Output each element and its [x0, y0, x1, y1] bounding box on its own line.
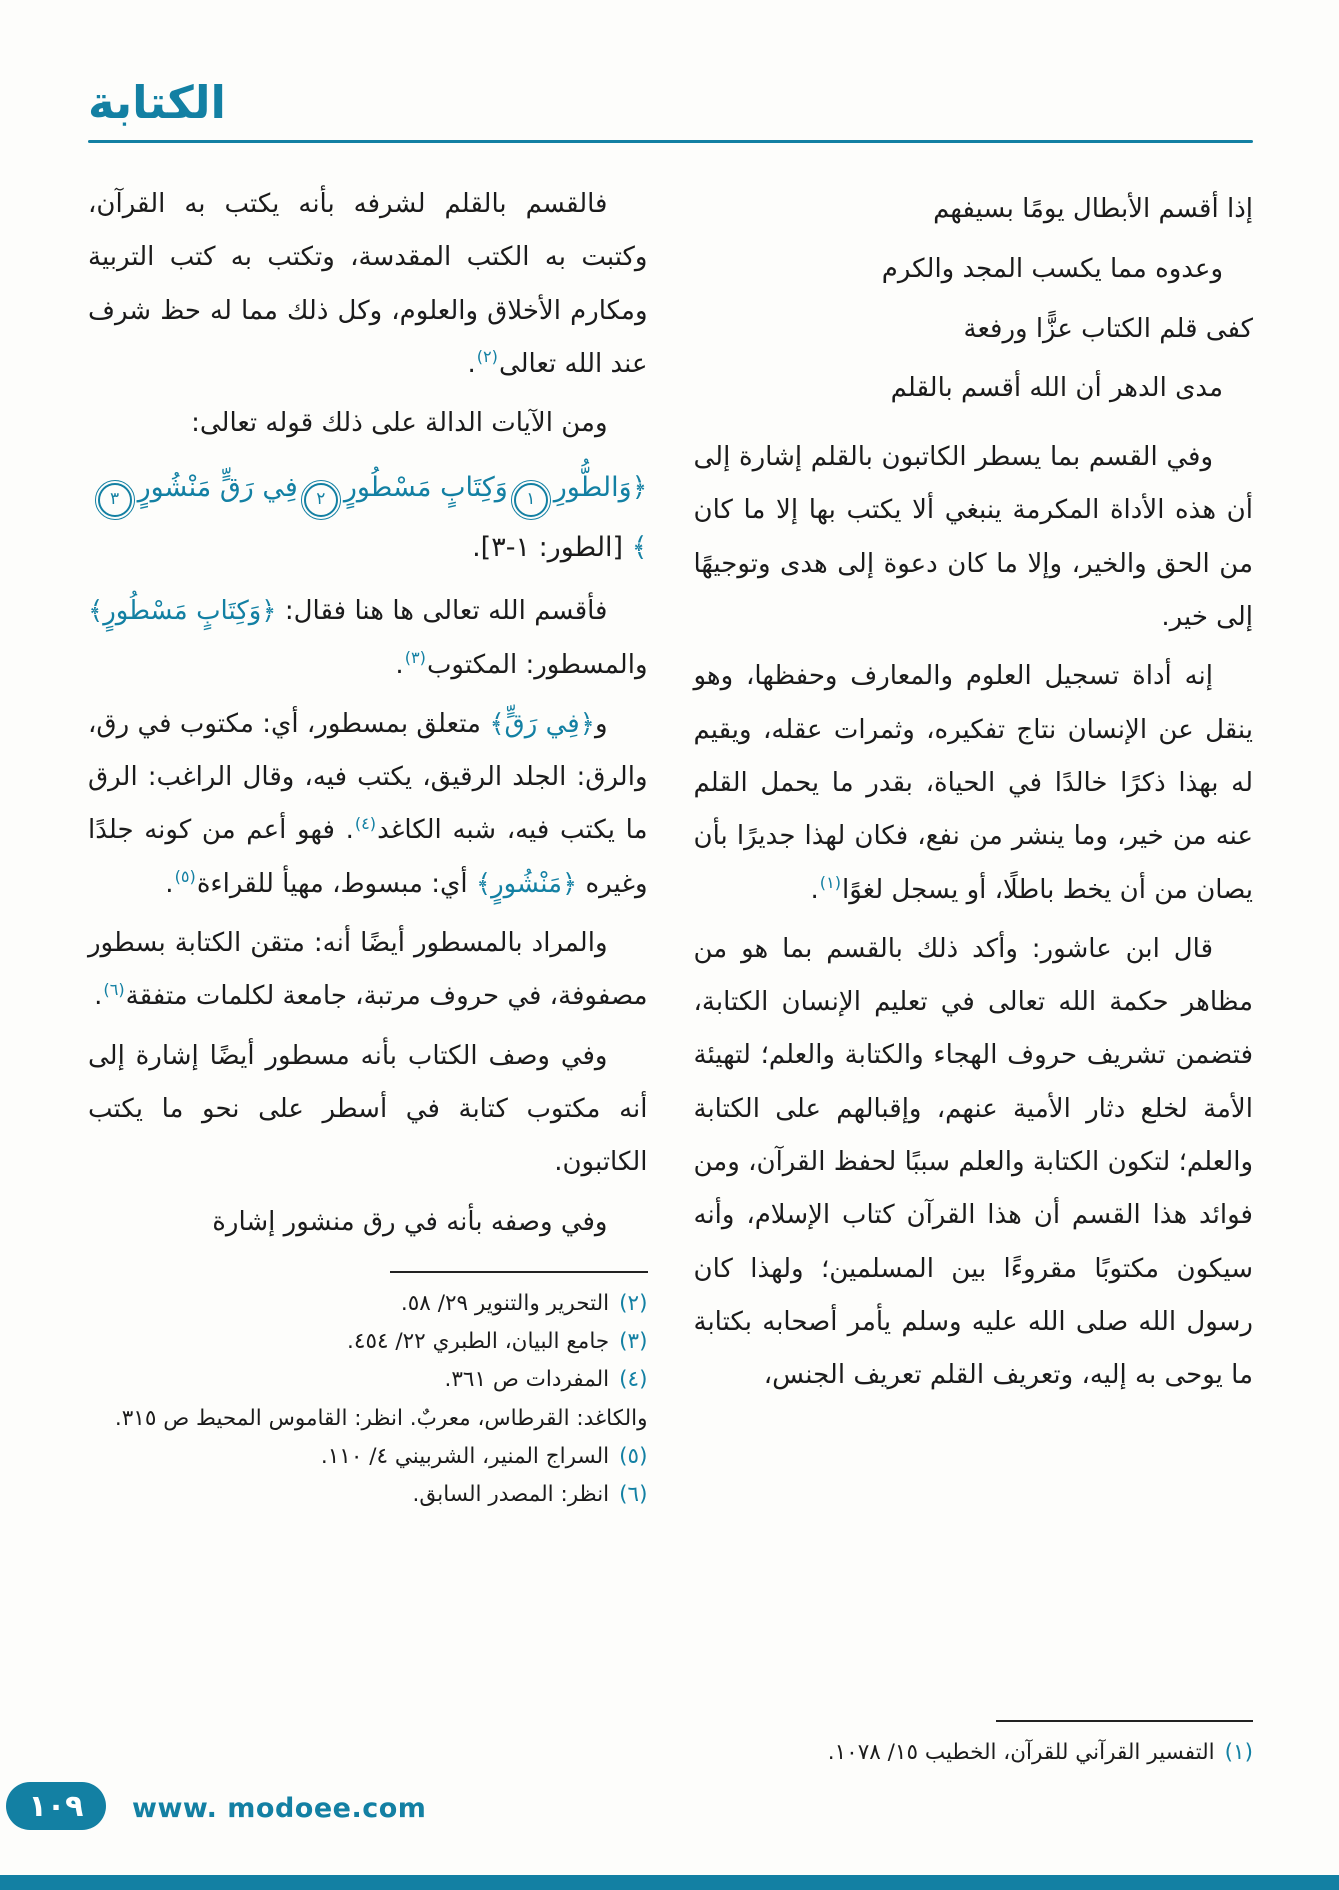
ayah-marker-3: ٣ — [98, 483, 132, 517]
footnote-text: السراج المنير، الشربيني ٤/ ١١٠. — [320, 1443, 610, 1469]
poem-line-2: وعدوه مما يكسب المجد والكرم — [881, 253, 1223, 284]
right-column — [694, 178, 1254, 1772]
website-url: www. modoee.com — [132, 1793, 427, 1824]
paragraph-mastur-description: وفي وصف الكتاب بأنه مسطور أيضًا إشارة إلى أنه مكتوب كتابة في أسطر على نحو ما يكتب الكاتبون. — [88, 1040, 648, 1178]
ayah-marker-1: ١ — [514, 483, 548, 517]
paragraph-text: . — [94, 981, 103, 1012]
right-footnotes — [694, 1720, 1254, 1772]
footnote-number: (٣) — [619, 1329, 648, 1355]
quran-inline-quote: ﴿مَنْشُورٍ﴾ — [475, 868, 578, 899]
footnote-item — [88, 1361, 648, 1399]
footnote-separator — [996, 1720, 1253, 1722]
paragraph-oath-by-pen — [88, 178, 648, 391]
page-header — [88, 76, 1253, 143]
footnote-number: (٤) — [619, 1367, 648, 1393]
footnote-text: انظر: المصدر السابق. — [412, 1482, 610, 1508]
footnote-ref-2: (٢) — [476, 347, 498, 367]
paragraph-manshur-description: وفي وصفه بأنه في رق منشور إشارة — [212, 1206, 608, 1237]
poem-line-4: مدى الدهر أن الله أقسم بالقلم — [890, 373, 1223, 404]
page-number: ١٠٩ — [28, 1788, 84, 1824]
quran-inline-quote: ﴿وَكِتَابٍ مَسْطُورٍ﴾ — [88, 596, 277, 627]
footnote-item — [694, 1734, 1254, 1772]
footnote-ref-5: (٥) — [174, 867, 196, 887]
footnote-number: (١) — [1224, 1739, 1253, 1765]
header-rule — [88, 140, 1253, 143]
quran-verse-block — [88, 458, 648, 577]
paragraph-verses-intro: ومن الآيات الدالة على ذلك قوله تعالى: — [191, 408, 608, 439]
paragraph-text: والمسطور: المكتوب — [426, 649, 648, 680]
footnote-text: المفردات ص ٣٦١. — [444, 1367, 610, 1393]
footnote-number: (٦) — [619, 1482, 648, 1508]
footnote-separator — [390, 1271, 647, 1273]
paragraph-text: إنه أداة تسجيل العلوم والمعارف وحفظها، وهو ينقل عن الإنسان نتاج تفكيره، وثمرات عقله، ويقيم له بهذا ذكرًا خالدًا في الحياة، بقدر ما يحمل القلم عنه من خير، وما ينشر من نفع، فكان لهذا جديرًا بأن يصان من أن يخط باطلًا، أو يسجل لغوًا — [693, 661, 1253, 905]
footnote-number: (٥) — [619, 1443, 648, 1469]
paragraph-pen-as-tool — [694, 650, 1254, 916]
left-footnotes — [88, 1271, 648, 1515]
paragraph-masṭur-meaning — [88, 585, 648, 692]
paragraph-text: . — [810, 874, 819, 905]
quran-inline-quote: ﴿فِي رَقٍّ﴾ — [489, 708, 595, 739]
paragraph-text: و — [594, 708, 608, 739]
footnote-ref-4: (٤) — [354, 813, 377, 833]
footnote-ref-6: (٦) — [103, 979, 125, 999]
paragraph-text: فالقسم بالقلم لشرفه بأنه يكتب به القرآن، وكتبت به الكتب المقدسة، وتكتب به كتب التربية ومكارم الأخلاق والعلوم، وكل ذلك مما له حظ شرف عند الله تعالى — [88, 189, 648, 379]
quran-text: ﴿وَالطُّورِ — [553, 472, 648, 504]
footnote-text: جامع البيان، الطبري ٢٢/ ٤٥٤. — [347, 1329, 610, 1355]
paragraph-ordered-lines — [88, 917, 648, 1024]
paragraph-text: . — [467, 348, 476, 379]
footnote-text: التحرير والتنوير ٢٩/ ٥٨. — [400, 1290, 610, 1316]
paragraph-text: . فهو أعم من كونه جلدًا وغيره — [88, 815, 648, 899]
paragraph-text: أي: مبسوط، مهيأ للقراءة — [196, 868, 476, 899]
footnote-item — [88, 1438, 648, 1476]
paragraph-text: فأقسم الله تعالى ها هنا فقال: — [276, 596, 608, 627]
ayah-marker-2: ٢ — [304, 483, 338, 517]
quran-text: وَكِتَابٍ مَسْطُورٍ — [343, 472, 508, 504]
verse-citation: [الطور: ١-٣]. — [472, 531, 624, 563]
poem-line-1: إذا أقسم الأبطال يومًا بسيفهم — [933, 194, 1253, 224]
footnote-item — [88, 1285, 648, 1323]
quran-text: ﴾ — [631, 531, 648, 563]
paragraph-ibn-ashur: قال ابن عاشور: وأكد ذلك بالقسم بما هو من مظاهر حكمة الله تعالى في تعليم الإنسان الكتابة، فتضمن تشريف حروف الهجاء والكتابة والعلم؛ لتهيئة الأمة لخلع دثار الأمية عنهم، وإقبالهم على الكتابة والعلم؛ لتكون الكتابة والعلم سببًا لحفظ القرآن، ومن فوائد هذا القسم أن هذا القرآن كتاب الإسلام، وأنه سيكون مكتوبًا مقروءًا بين المسلمين؛ ولهذا كان رسول الله صلى الله عليه وسلم يأمر أصحابه بكتابة ما يوحى به إليه، وتعريف القلم تعريف الجنس، — [693, 933, 1253, 1391]
footnote-item — [88, 1476, 648, 1514]
bottom-bar — [0, 1875, 1339, 1890]
poem-line-3: كفى قلم الكتاب عزًّا ورفعة — [963, 313, 1253, 344]
footnote-text: التفسير القرآني للقرآن، الخطيب ١٥/ ١٠٧٨. — [827, 1739, 1215, 1765]
page-footer — [0, 1770, 1339, 1890]
footnote-continuation: والكاغد: القرطاس، معربٌ. انظر: القاموس المحيط ص ٣١٥. — [114, 1405, 648, 1431]
paragraph-oath-meaning: وفي القسم بما يسطر الكاتبون بالقلم إشارة إلى أن هذه الأداة المكرمة ينبغي ألا يكتب بها إلا ما كان من الحق والخير، وإلا ما كان دعوة إلى هدى وتوجيهًا إلى خير. — [693, 442, 1253, 633]
chapter-title: الكتابة — [88, 76, 226, 129]
text-columns — [88, 178, 1253, 1772]
paragraph-raqq-meaning — [88, 698, 648, 911]
page-number-badge — [6, 1782, 106, 1830]
footnote-item — [88, 1323, 648, 1361]
poem-block — [694, 180, 1254, 419]
paragraph-text: . — [165, 868, 174, 899]
footnote-ref-1: (١) — [819, 872, 842, 892]
paragraph-text: والمراد بالمسطور أيضًا أنه: متقن الكتابة بسطور مصفوفة، في حروف مرتبة، جامعة لكلمات متفقة — [88, 928, 648, 1012]
quran-text: فِي رَقٍّ مَنْشُورٍ — [137, 472, 298, 504]
paragraph-text: . — [395, 649, 404, 680]
left-column — [88, 178, 648, 1772]
footnote-ref-3: (٣) — [404, 647, 426, 667]
paragraph-text: متعلق بمسطور، أي: مكتوب في رق، والرق: الجلد الرقيق، يكتب فيه، وقال الراغب: الرق ما يكتب فيه، شبه الكاغد — [88, 708, 648, 846]
footnote-number: (٢) — [619, 1290, 648, 1316]
